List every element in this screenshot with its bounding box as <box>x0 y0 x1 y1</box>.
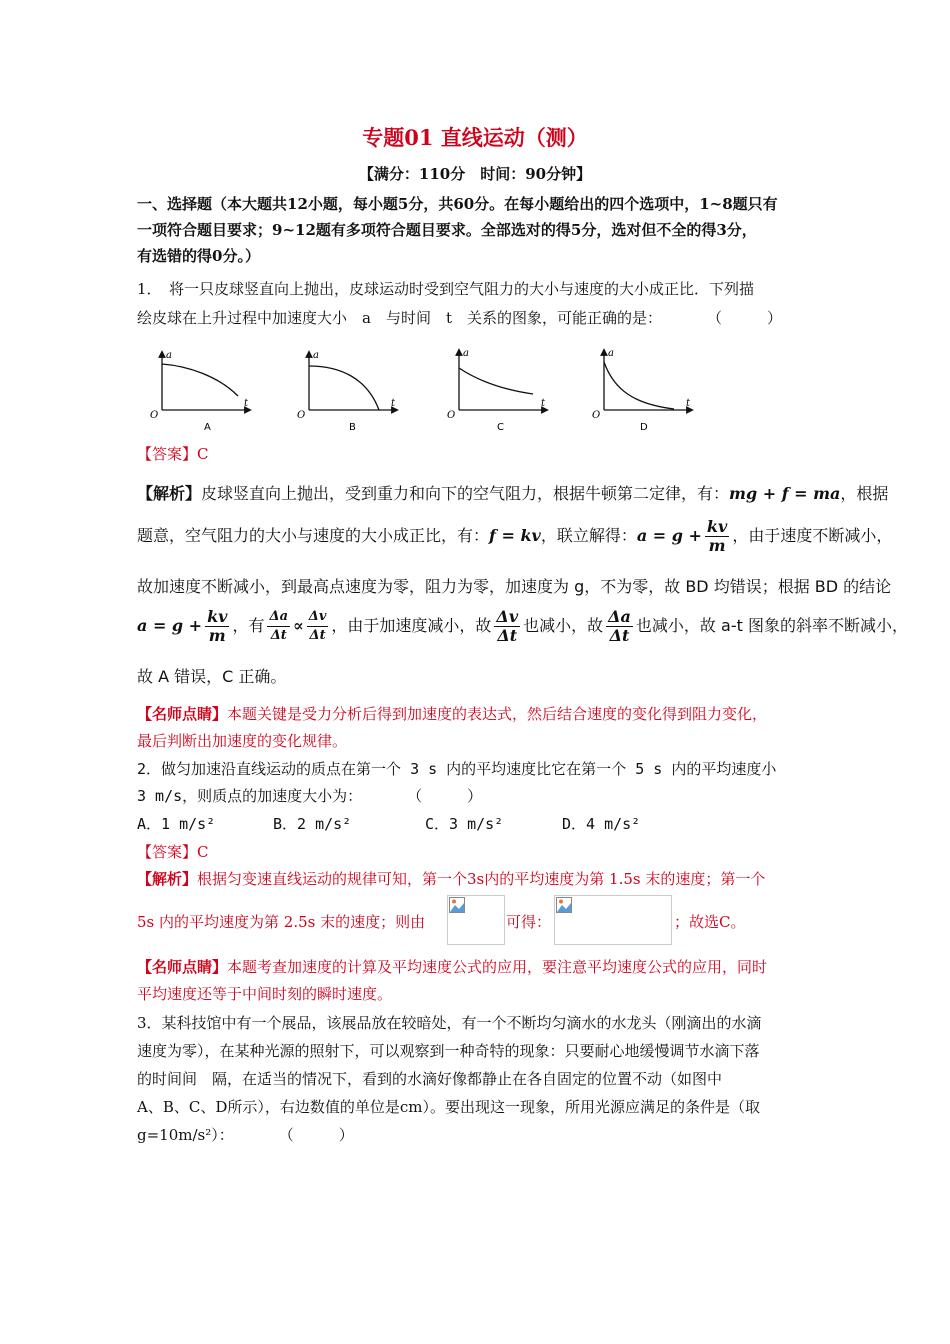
graph-b-origin: O <box>297 410 306 421</box>
q2-exp-line-2b: 可得： <box>506 913 552 931</box>
q1-answer <box>137 443 209 464</box>
q2-exp-line-1: 【解析】根据匀变速直线运动的规律可知，第一个3s内的平均速度为第 1.5s 末的速度；第一个 <box>137 870 766 888</box>
graph-a-origin: O <box>150 410 159 421</box>
q1-tip-label: 【名师点睛】 <box>137 705 228 723</box>
q1-exp-line-4: a = g + $\frac{kv}{m}$ ，有 $\frac{\Delta a}{\Delta t}$ ∝ $\frac{\Delta v}{\Delta t}$ ，由于加速度减小，故 $\frac{\Delta v}{\Delta t}$ 也减小，故 $\frac{\Delta a}{\Delta t}$ 也减小，故 a-t 图象的斜率不断减小， <box>137 607 908 645</box>
graph-c-y-label: a <box>463 348 469 359</box>
q2-exp-line-2a: 5s 内的平均速度为第 2.5s 末的速度；则由 <box>137 913 426 931</box>
graph-b-y-label: a <box>313 350 319 361</box>
graph-d-label: D <box>640 422 648 433</box>
graph-a-y-label: a <box>166 350 172 361</box>
q1-answer-label: 【答案】 <box>137 445 198 463</box>
q1-tip-line-2: 最后判断出加速度的变化规律。 <box>137 732 348 750</box>
graph-b <box>295 348 405 433</box>
graph-d <box>590 346 700 433</box>
q1-line-2: 绘皮球在上升过程中加速度大小 a 与时间 t 关系的图象，可能正确的是： （ ） <box>137 309 782 327</box>
q2-exp-line-2c: ；故选C。 <box>674 913 746 931</box>
graph-a <box>148 348 258 433</box>
q1-exp-line-5: 故 A 错误，C 正确。 <box>137 667 287 686</box>
q1-exp-line-2: 题意，空气阻力的大小与速度的大小成正比，有：f = kv，联立解得：a = g + $\frac{kv}{m}$ ，由于速度不断减小， <box>137 517 893 555</box>
q2-tip-line-1: 【名师点睛】本题考查加速度的计算及平均速度公式的应用，要注意平均速度公式的应用，同时 <box>137 958 768 976</box>
frac-kv-m-2: $\frac{kv}{m}$ <box>207 607 228 645</box>
q3-line-3: 的时间间 隔，在适当的情况下，看到的水滴好像都静止在各自固定的位置不动（如图中 <box>137 1070 723 1088</box>
graph-b-label: B <box>349 422 356 433</box>
q1-exp-line-1: 【解析】皮球竖直向上抛出，受到重力和向下的空气阻力，根据牛顿第二定律，有：mg + f = ma，根据 <box>137 484 889 503</box>
eq-newton: mg + f = ma <box>729 484 841 503</box>
q1-exp-label: 【解析】 <box>137 484 202 503</box>
q1-line-1: 1． 将一只皮球竖直向上抛出，皮球运动时受到空气阻力的大小与速度的大小成正比．下列描 <box>137 280 755 298</box>
broken-image-icon <box>449 897 465 913</box>
q3-line-2: 速度为零），在某种光源的照射下，可以观察到一种奇特的现象：只要耐心地缓慢调节水滴下落 <box>137 1042 760 1060</box>
graph-a-label: A <box>204 422 211 433</box>
graph-a-x-label: t <box>244 398 249 409</box>
graph-b-x-label: t <box>391 398 396 409</box>
graph-d-y-label: a <box>608 348 614 359</box>
section-line-2: 一项符合题目要求；9~12题有多项符合题目要求。全部选对的得5分，选对但不全的得3分， <box>137 221 757 239</box>
graph-c <box>445 346 555 433</box>
frac-kv-m: $\frac{kv}{m}$ <box>706 517 728 555</box>
q2-option-c: C．3 m/s² <box>425 815 504 833</box>
q2-line-2: 3 m/s，则质点的加速度大小为： （ ） <box>137 787 483 805</box>
q3-line-1: 3．某科技馆中有一个展品，该展品放在较暗处，有一个不断均匀滴水的水龙头（刚滴出的水滴 <box>137 1014 762 1032</box>
q1-answer-value: C <box>197 445 209 463</box>
q2-option-d: D．4 m/s² <box>562 815 641 833</box>
q2-exp-label: 【解析】 <box>137 870 198 888</box>
graph-c-label: C <box>497 422 504 433</box>
section-line-3: 有选错的得0分。） <box>137 247 260 265</box>
formula-image-placeholder-1 <box>447 895 505 945</box>
page-title: 专题01 直线运动（测） <box>362 125 588 150</box>
q2-option-b: B．2 m/s² <box>273 815 352 833</box>
graph-d-x-label: t <box>686 398 691 409</box>
q1-tip-line-1: 【名师点睛】本题关键是受力分析后得到加速度的表达式，然后结合速度的变化得到阻力变化， <box>137 705 768 723</box>
q2-answer: 【答案】C <box>137 843 209 861</box>
section-line-1: 一、选择题（本大题共12小题，每小题5分，共60分。在每小题给出的四个选项中，1~8题只有 <box>137 195 778 213</box>
q2-option-a: A．1 m/s² <box>137 815 216 833</box>
eq-drag: f = kv <box>489 526 541 545</box>
broken-image-icon <box>556 897 572 913</box>
graph-c-origin: O <box>447 410 456 421</box>
score-line: 【满分：110分 时间：90分钟】 <box>358 165 592 183</box>
q1-exp-line-3: 故加速度不断减小，到最高点速度为零，阻力为零，加速度为 g，不为零，故 BD 均错误；根据 BD 的结论 <box>137 577 892 596</box>
q3-line-5: g=10m/s²）： （ ） <box>137 1126 354 1144</box>
q2-line-1: 2．做匀加速沿直线运动的质点在第一个 3 s 内的平均速度比它在第一个 5 s 内的平均速度小 <box>137 760 777 778</box>
formula-image-placeholder-2 <box>554 895 672 945</box>
graph-d-origin: O <box>592 410 601 421</box>
q3-line-4: A、B、C、D所示），右边数值的单位是cm）。要出现这一现象，所用光源应满足的条件是（取 <box>137 1098 760 1116</box>
q2-tip-label: 【名师点睛】 <box>137 958 228 976</box>
q2-tip-line-2: 平均速度还等于中间时刻的瞬时速度。 <box>137 985 393 1003</box>
graph-c-x-label: t <box>541 398 546 409</box>
